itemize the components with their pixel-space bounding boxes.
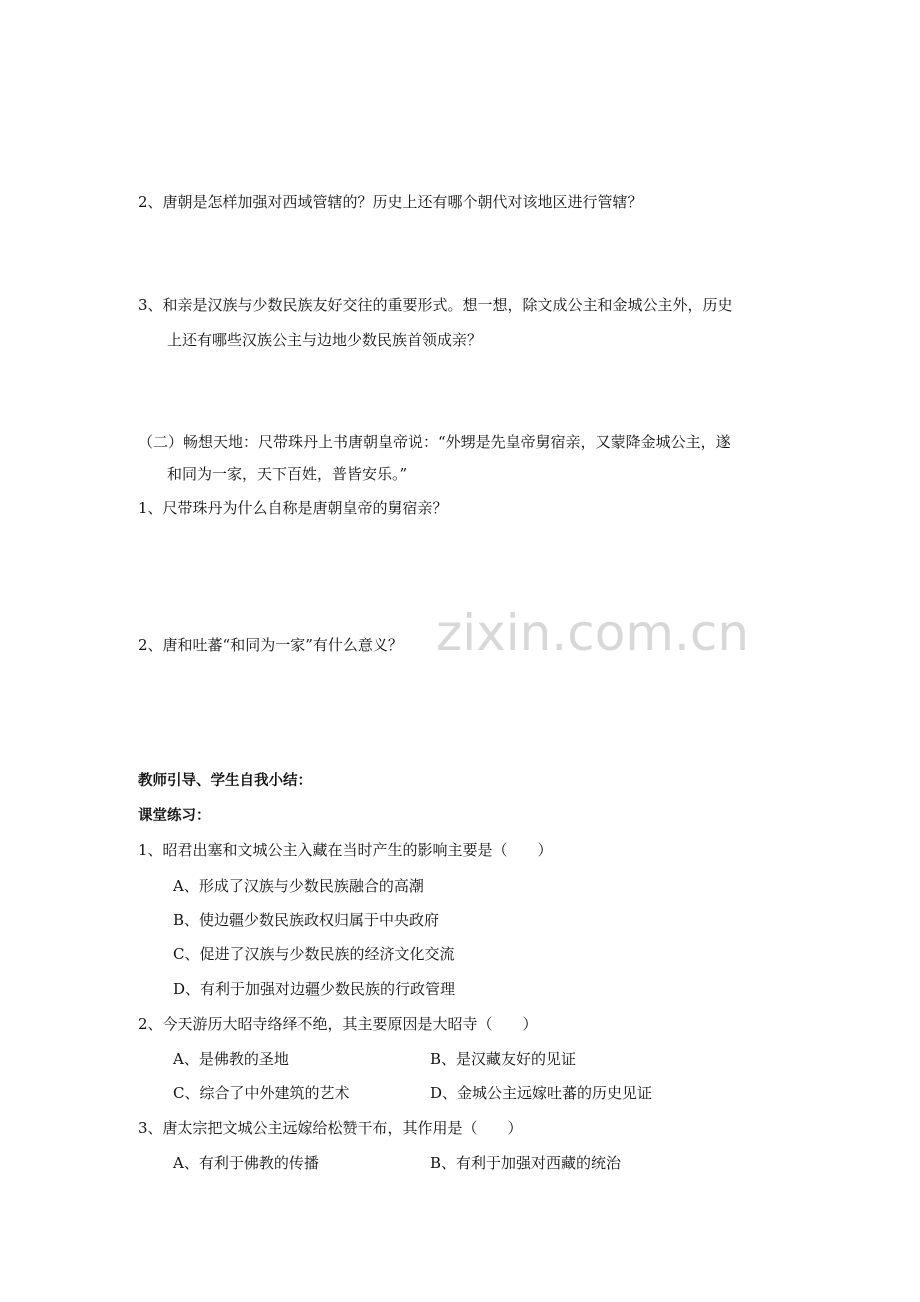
practice-question-2: 2、今天游历大昭寺络绎不绝，其主要原因是大昭寺（ ） [138,1015,538,1033]
practice-question-1-option-b: B、使边疆少数民族政权归属于中央政府 [173,911,440,929]
section-2-question-2: 2、唐和吐蕃“和同为一家”有什么意义？ [138,636,403,654]
practice-question-2-option-b: B、是汉藏友好的见证 [430,1050,577,1068]
practice-question-3-option-a: A、有利于佛教的传播 [173,1154,319,1172]
section-2-intro-line-1: （二）畅想天地：尺带珠丹上书唐朝皇帝说：“外甥是先皇帝舅宿亲，又蒙降金城公主，遂 [138,433,731,451]
practice-question-1: 1、昭君出塞和文城公主入藏在当时产生的影响主要是（ ） [138,841,553,859]
practice-question-3-option-b: B、有利于加强对西藏的统治 [430,1154,622,1172]
practice-question-1-option-c: C、促进了汉族与少数民族的经济文化交流 [173,945,455,963]
section-2-question-1: 1、尺带珠丹为什么自称是唐朝皇帝的舅宿亲？ [138,499,448,517]
question-3-line-1: 3、和亲是汉族与少数民族友好交往的重要形式。想一想，除文成公主和金城公主外，历史 [138,296,733,314]
section-2-intro-line-2: 和同为一家，天下百姓，普皆安乐。” [167,465,408,483]
practice-question-1-option-d: D、有利于加强对边疆少数民族的行政管理 [173,980,456,998]
practice-question-1-option-a: A、形成了汉族与少数民族融合的高潮 [173,877,424,895]
practice-question-2-option-d: D、金城公主远嫁吐蕃的历史见证 [430,1084,653,1102]
practice-question-2-option-c: C、综合了中外建筑的艺术 [173,1084,350,1102]
question-3-line-2: 上还有哪些汉族公主与边地少数民族首领成亲？ [167,331,483,349]
practice-question-3: 3、唐太宗把文城公主远嫁给松赞干布，其作用是（ ） [138,1119,523,1137]
practice-heading: 课堂练习： [138,808,211,824]
practice-question-2-option-a: A、是佛教的圣地 [173,1050,289,1068]
watermark: zixin.com.cn [436,604,750,662]
question-2: 2、唐朝是怎样加强对西域管辖的？历史上还有哪个朝代对该地区进行管辖？ [138,193,643,211]
summary-heading: 教师引导、学生自我小结： [138,773,312,789]
